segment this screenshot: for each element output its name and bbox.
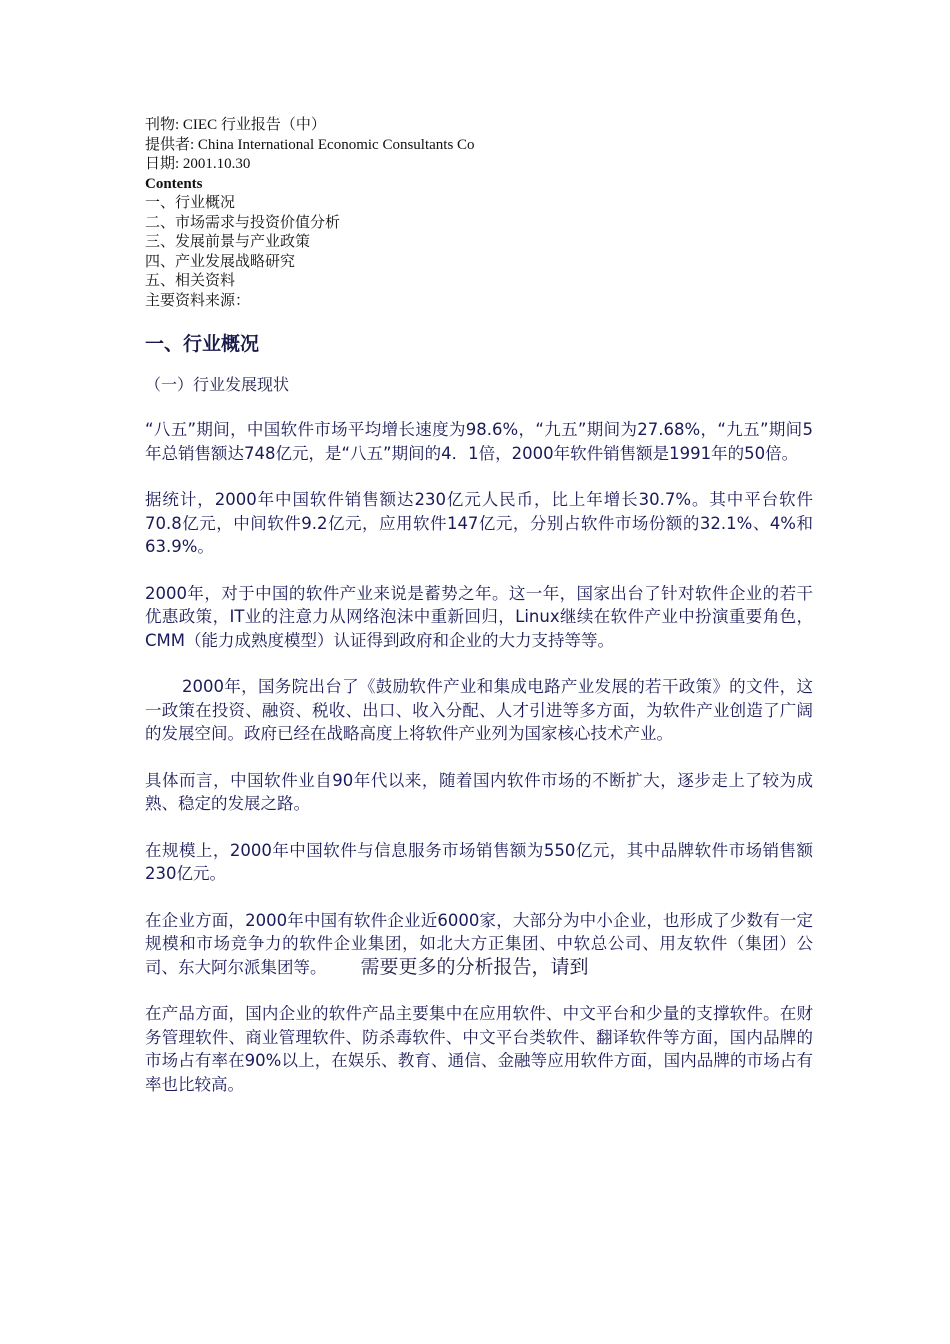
paragraph-products: 在产品方面，国内企业的软件产品主要集中在应用软件、中文平台和少量的支撑软件。在财务管理软件、商业管理软件、防杀毒软件、中文平台类软件、翻译软件等方面，国内品牌的市场占有率在90%以上，在娱乐、教育、通信、金融等应用软件方面，国内品牌的市场占有率也比较高。: [145, 1004, 813, 1094]
toc-item-2: 二、市场需求与投资价值分析: [145, 214, 341, 231]
paragraph-development: 具体而言，中国软件业自90年代以来，随着国内软件市场的不断扩大，逐步走上了较为成熟、稳定的发展之路。: [145, 770, 813, 813]
paragraph-policy: 2000年，国务院出台了《鼓励软件产业和集成电路产业发展的若干政策》的文件，这一政策在投资、融资、税收、出口、收入分配、人才引进等多方面，为软件产业创造了广阔的发展空间。政府已经在战略高度上将软件产业列为国家核心技术产业。: [145, 677, 813, 743]
provider-line: 提供者: China International Economic Consultants Co: [145, 136, 475, 153]
section-heading: 一、行业概况: [145, 333, 260, 355]
enterprises-text: 在企业方面，2000年中国有软件企业近6000家，大部分为中小企业，也形成了少数有一定规模和市场竞争力的软件企业集团，如北大方正集团、中软总公司、用友软件（集团）公司、东大阿尔派集团等。: [145, 910, 813, 977]
date-line: 日期: 2001.10.30: [145, 156, 251, 172]
contents-title: Contents: [145, 175, 203, 192]
toc-item-5: 五、相关资料: [145, 273, 236, 289]
toc-item-1: 一、行业概况: [145, 195, 236, 211]
paragraph-year-2000: 2000年，对于中国的软件产业来说是蓄势之年。这一年，国家出台了针对软件企业的若干优惠政策，IT业的注意力从网络泡沫中重新回归，Linux继续在软件产业中扮演重要角色，CMM（能力成熟度模型）认证得到政府和企业的大力支持等等。: [145, 583, 813, 650]
toc-item-sources: 主要资料来源：: [145, 292, 251, 309]
paragraph-scale: 在规模上，2000年中国软件与信息服务市场销售额为550亿元，其中品牌软件市场销售额230亿元。: [145, 840, 813, 883]
paragraph-statistics: 据统计，2000年中国软件销售额达230亿元人民币，比上年增长30.7%。其中平台软件70.8亿元，中间软件9.2亿元，应用软件147亿元，分别占软件市场份额的32.1%、4%和63.9%。: [145, 490, 813, 556]
toc-item-3: 三、发展前景与产业政策: [145, 234, 311, 250]
paragraph-growth: “八五”期间，中国软件市场平均增长速度为98.6%，“九五”期间为27.68%，“九五”期间5年总销售额达748亿元，是“八五”期间的4．1倍，2000年软件销售额是1991年的50倍。: [145, 420, 813, 463]
toc-item-4: 四、产业发展战略研究: [145, 253, 296, 270]
document-meta: [145, 116, 813, 311]
paragraph-enterprises: [145, 909, 813, 980]
document-page: [145, 116, 813, 1096]
more-reports-link[interactable]: 需要更多的分析报告，请到: [360, 955, 589, 978]
sub-heading: （一）行业发展现状: [145, 375, 290, 394]
publication-line: 刊物: CIEC 行业报告（中）: [145, 117, 326, 133]
